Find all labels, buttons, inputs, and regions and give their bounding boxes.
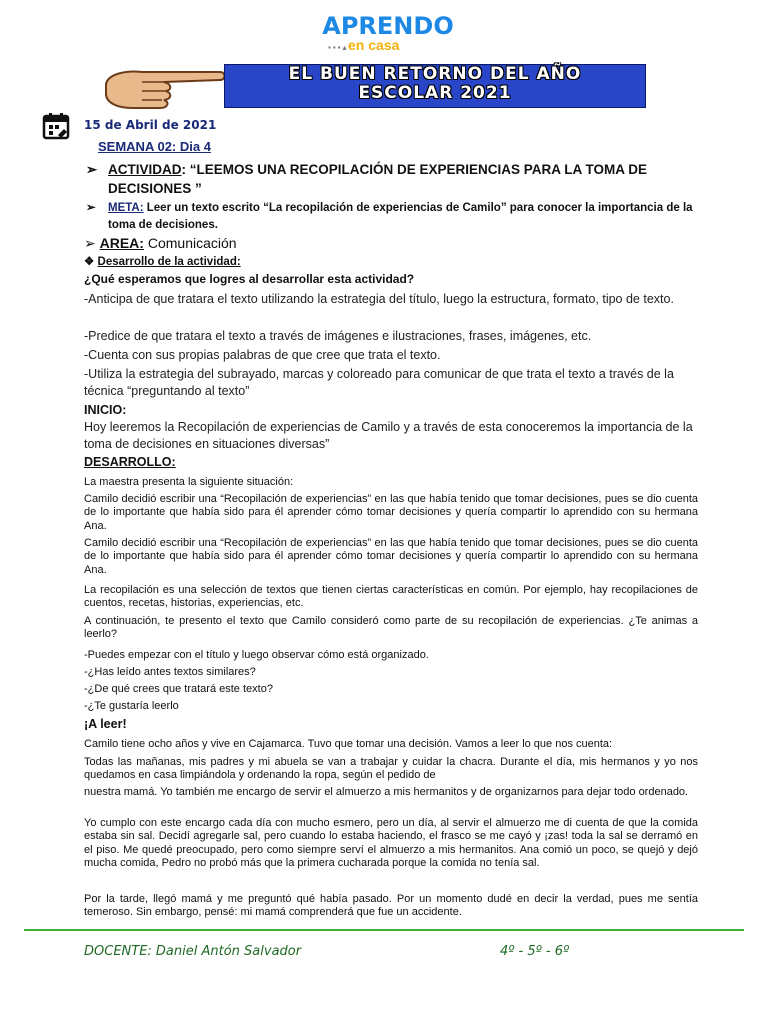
objective-1: -Anticipa de que tratara el texto utilizando la estrategia del título, luego la estructura, formato, tipo de texto. (84, 292, 674, 306)
meta-label: META: (108, 202, 144, 214)
area-line (84, 235, 237, 252)
development-heading-text: Desarrollo de la actividad: (97, 256, 241, 268)
activity-label: ACTIVIDAD (108, 162, 182, 177)
desarrollo-paragraph: -¿De qué crees que tratará este texto? (84, 683, 273, 695)
meta-text: Leer un texto escrito “La recopilación de experiencias de Camilo” para conocer la importancia de la toma de decisiones. (108, 202, 693, 231)
objective-2: -Predice de que tratara el texto a través de imágenes e ilustraciones, frases, imágenes, etc. (84, 329, 592, 343)
area-value: Comunicación (143, 235, 237, 251)
teacher-name: DOCENTE: Daniel Antón Salvador (84, 944, 302, 959)
diamond-bullet-icon: ❖ (84, 256, 98, 268)
inicio-heading: INICIO: (84, 403, 127, 417)
reading-paragraph: Yo cumplo con este encargo cada día con mucho esmero, pero un día, al servir el almuerzo me di cuenta de que la comida estaba sin sal. Decidí agregarle sal, pero cuando lo estaba haciendo, el frasco se me cayó y ¡zas! toda la sal se derramó en el piso. Me quedé preocupado, pero como siempre serví el almuerzo a mis hermanitos. Ana comió un poco, se quejó y dejó mucha comida, Pedro no probó más que la primera cucharada porque la comida no tenía sal. (84, 817, 698, 870)
meta-block (86, 200, 693, 234)
reading-paragraph: Por la tarde, llegó mamá y me preguntó qué había pasado. Por un momento dudé en decir la verdad, pues me sentía temeroso. Sin embargo, pensé: mi mamá comprenderá que fue un accidente. (84, 893, 698, 919)
desarrollo-heading: DESARROLLO: (84, 455, 176, 469)
grade-levels: 4º - 5º - 6º (500, 944, 570, 959)
reading-heading: ¡A leer! (84, 717, 127, 731)
desarrollo-paragraph: Camilo decidió escribir una “Recopilación de experiencias” en las que había tenido que tomar decisiones, pues se dio cuenta de lo importante que había sido para él aprender cómo tomar decisiones y quería compartir lo aprendido con su hermana Ana. (84, 537, 698, 576)
objective-4: -Utiliza la estrategia del subrayado, marcas y coloreado para comunicar de que trata el texto a través de la técnica “preguntando al texto” (84, 367, 674, 398)
activity-text: : “LEEMOS UNA RECOPILACIÓN DE EXPERIENCIAS PARA LA TOMA DE DECISIONES ” (108, 162, 648, 196)
pointing-hand-icon (102, 62, 226, 112)
calendar-icon (42, 112, 72, 140)
desarrollo-paragraph: -¿Te gustaría leerlo (84, 700, 179, 712)
title-banner (224, 64, 646, 108)
aprendo-logo (318, 14, 458, 60)
development-heading (84, 254, 241, 268)
reading-paragraph: Todas las mañanas, mis padres y mi abuela se van a trabajar y cuidar la chacra. Durante el día, mis hermanos y yo nos quedamos en casa limpiándola y ordenando la ropa, según el pedido de (84, 756, 698, 782)
arrow-bullet-icon: ➢ (86, 162, 98, 177)
inicio-text: Hoy leeremos la Recopilación de experiencias de Camilo y a través de esta conoceremos la importancia de la toma de decisiones en situaciones diversas” (84, 420, 693, 451)
desarrollo-paragraph: -Puedes empezar con el título y luego observar cómo está organizado. (84, 649, 429, 661)
arrow-bullet-icon: ➢ (84, 235, 100, 251)
footer-divider (24, 929, 744, 931)
desarrollo-paragraph: -¿Has leído antes textos similares? (84, 666, 256, 678)
activity-block (86, 160, 693, 198)
logo-title: APRENDO (322, 12, 454, 40)
objective-3: -Cuenta con sus propias palabras de que cree que trata el texto. (84, 348, 441, 362)
area-label: AREA: (99, 235, 144, 251)
logo-subtitle: en casa (348, 37, 400, 53)
desarrollo-paragraph: A continuación, te presento el texto que Camilo consideró como parte de su recopilación de experiencias. ¿Te animas a leerlo? (84, 615, 698, 641)
desarrollo-paragraph: La maestra presenta la siguiente situación: (84, 476, 294, 488)
logo-dots-icon: ▪▪▪▴ (328, 43, 349, 52)
date-label: 15 de Abril de 2021 (84, 118, 217, 132)
reading-paragraph: Camilo tiene ocho años y vive en Cajamarca. Tuvo que tomar una decisión. Vamos a leer lo que nos cuenta: (84, 738, 613, 750)
reading-paragraph: nuestra mamá. Yo también me encargo de servir el almuerzo a mis hermanitos y de organizarnos para dejar todo ordenado. (84, 786, 689, 798)
expect-question: ¿Qué esperamos que logres al desarrollar esta actividad? (84, 272, 415, 286)
desarrollo-paragraph: Camilo decidió escribir una “Recopilación de experiencias” en las que había tenido que tomar decisiones, pues se dio cuenta de lo importante que había sido para él aprender cómo tomar decisiones y quería compartir lo aprendido con su hermana Ana. (84, 493, 698, 532)
banner-line-1: EL BUEN RETORNO DEL AÑO (288, 64, 582, 84)
desarrollo-paragraph: La recopilación es una selección de textos que tienen ciertas características en común. Por ejemplo, hay recopilaciones de cuentos, recetas, historias, experiencias, etc. (84, 584, 698, 610)
arrow-bullet-icon: ➢ (86, 202, 96, 214)
banner-line-2: ESCOLAR 2021 (358, 83, 512, 103)
week-heading: SEMANA 02: Dia 4 (98, 139, 211, 154)
